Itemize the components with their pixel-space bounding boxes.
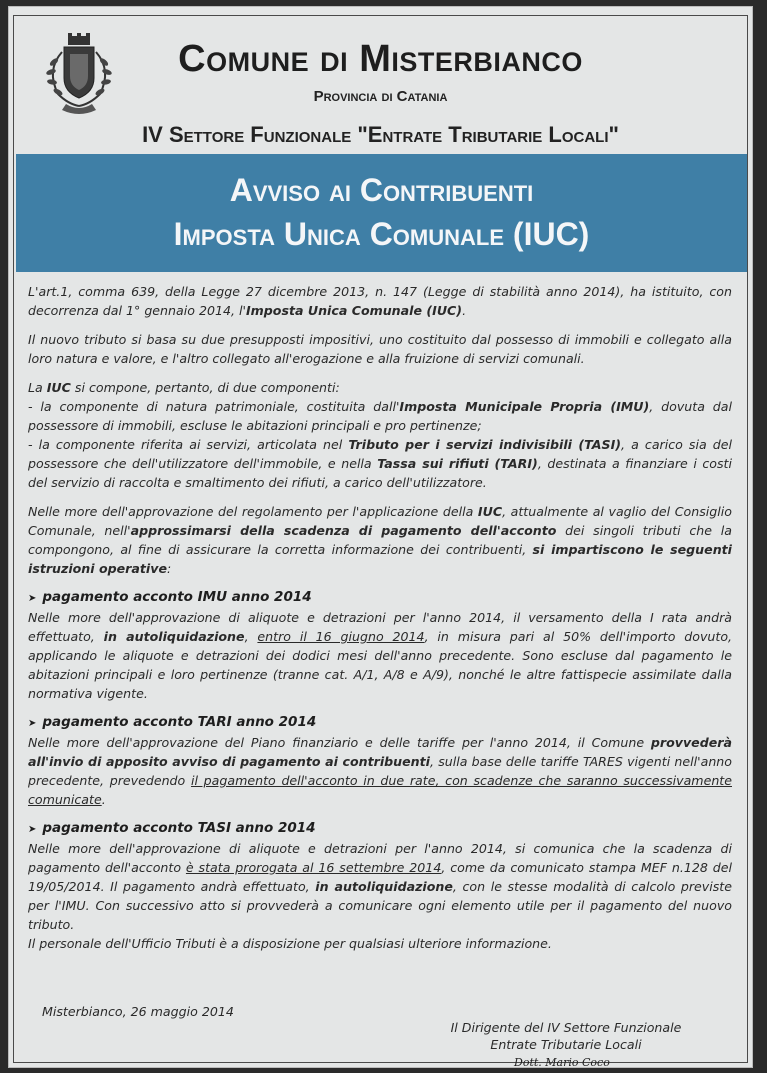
municipality-title: Comune di Misterbianco <box>178 38 583 80</box>
emphasis: provvederà all'invio di apposito avviso di pagamento ai contribuenti <box>28 735 732 769</box>
emphasis: Tributo per i servizi indivisibili (TASI) <box>348 437 622 452</box>
text: , dovuta dal possessore di immobili, escluse le abitazioni principali e pro pertinenze; <box>28 399 733 433</box>
paragraph-components <box>28 378 732 397</box>
text: Nelle more dell'approvazione del Piano finanziario e delle tariffe per l'anno 2014, il Comune <box>28 735 651 750</box>
text: dei singoli tributi che la compongono, al fine di assicurare la corretta informazione dei contribuenti, <box>28 523 732 557</box>
emphasis: si impartiscono le seguenti istruzioni operative <box>28 542 732 576</box>
text: Nelle more dell'approvazione di aliquote e detrazioni per l'anno 2014, si comunica che la scadenza di pagamento dell'acconto <box>28 841 732 875</box>
signature: Dott. Mario Coco <box>514 1056 610 1069</box>
component-imu <box>28 397 732 435</box>
signatory-title: Il Dirigente del IV Settore Funzionale <box>450 1020 682 1035</box>
section-title-tasi <box>28 819 732 839</box>
text: Nelle more dell'approvazione di aliquote e detrazioni per l'anno 2014, il versamento della I rata andrà effettuato, <box>28 610 732 644</box>
paragraph-tribute: Il nuovo tributo si basa su due presupposti impositivi, uno costituito dal possesso di immobili e collegato alla loro natura e valore, e l'altro collegato all'erogazione e alla fruizione di servizi comunali. <box>28 332 732 366</box>
notice-frame <box>13 15 748 1069</box>
text: L'art.1, comma 639, della Legge 27 dicembre 2013, n. 147 (Legge di stabilità anno 2014), ha istituito, con decorrenza dal 1° gennaio 2014, l' <box>28 284 732 318</box>
text: si compone, pertanto, di due componenti: <box>70 380 340 395</box>
emphasis: Imposta Unica Comunale (IUC) <box>245 303 463 318</box>
text: - la componente riferita ai servizi, articolata nel <box>28 437 349 452</box>
section-imu <box>28 608 732 703</box>
notice-body <box>28 282 732 963</box>
arrow-bullet-icon: ➤ <box>28 718 37 729</box>
underlined: il pagamento dell'acconto in due rate, con scadenze che saranno successivamente comunicate <box>28 773 732 807</box>
emphasis: IUC <box>46 380 71 395</box>
text: , sulla base delle tariffe TARES vigenti nell'anno precedente, prevedendo <box>28 754 732 788</box>
notice-poster <box>8 6 753 1068</box>
notice-banner <box>16 154 747 272</box>
emphasis: in autoliquidazione <box>315 879 453 894</box>
text: - la componente di natura patrimoniale, costituita dall' <box>28 399 400 414</box>
text: : <box>166 561 172 576</box>
underlined: entro il 16 giugno 2014 <box>257 629 425 644</box>
department-title: IV Settore Funzionale "Entrate Tributarie Locali" <box>142 122 619 147</box>
section-tasi <box>28 839 732 934</box>
emphasis: Tassa sui rifiuti (TARI) <box>377 456 538 471</box>
province-subtitle: Provincia di Catania <box>313 88 448 105</box>
emphasis: approssimarsi della scadenza di pagamento dell'acconto <box>130 523 557 538</box>
section-tari <box>28 733 732 809</box>
banner-title: Avviso ai Contribuenti <box>229 172 534 208</box>
emphasis: Imposta Municipale Propria (IMU) <box>399 399 650 414</box>
text: , a carico sia del possessore che dell'utilizzatore dell'immobile, e nella <box>28 437 733 471</box>
arrow-bullet-icon: ➤ <box>28 593 37 604</box>
arrow-bullet-icon: ➤ <box>28 824 37 835</box>
section-title-tari <box>28 713 732 733</box>
closing-paragraph: Il personale dell'Ufficio Tributi è a disposizione per qualsiasi ulteriore informazione. <box>28 936 552 951</box>
text: , destinata a finanziare i costi del servizio di raccolta e smaltimento dei rifiuti, a carico dell'utilizzatore. <box>28 456 732 490</box>
place-date: Misterbianco, 26 maggio 2014 <box>42 1004 234 1019</box>
text: , attualmente al vaglio del Consiglio Comunale, nell' <box>28 504 732 538</box>
emphasis: in autoliquidazione <box>103 629 245 644</box>
text: , con le stesse modalità di calcolo previste per l'IMU. Con successivo atto si provvederà a comunicare ogni elemento utile per il pagamento del nuovo tributo. <box>28 879 732 932</box>
paragraph-instructions <box>28 502 732 578</box>
text: , in misura pari al 50% dell'importo dovuto, applicando le aliquote e detrazioni dei dodici mesi dell'anno precedente. Sono escluse dal pagamento le abitazioni principali e loro pertinenze (tranne cat. A/1, A/8 e A/9), nonché le altre fattispecie assimilate dalla normativa vigente. <box>28 629 733 701</box>
underlined: è stata prorogata al 16 settembre 2014 <box>185 860 442 875</box>
section-title-text: pagamento acconto IMU anno 2014 <box>42 589 312 605</box>
signatory-department: Entrate Tributarie Locali <box>490 1037 642 1052</box>
text: , <box>244 629 258 644</box>
paragraph-law <box>28 282 732 320</box>
component-services <box>28 435 732 492</box>
text: Nelle more dell'approvazione del regolamento per l'applicazione della <box>28 504 478 519</box>
text: . <box>101 792 106 807</box>
text: . <box>462 303 467 318</box>
section-title-imu <box>28 588 732 608</box>
section-title-text: pagamento acconto TASI anno 2014 <box>42 820 316 836</box>
banner-subtitle: Imposta Unica Comunale (IUC) <box>173 216 590 252</box>
emphasis: IUC <box>477 504 503 519</box>
text: , come da comunicato stampa MEF n.128 del 19/05/2014. Il pagamento andrà effettuato, <box>28 860 732 894</box>
text: La <box>28 380 47 395</box>
section-title-text: pagamento acconto TARI anno 2014 <box>42 714 317 730</box>
